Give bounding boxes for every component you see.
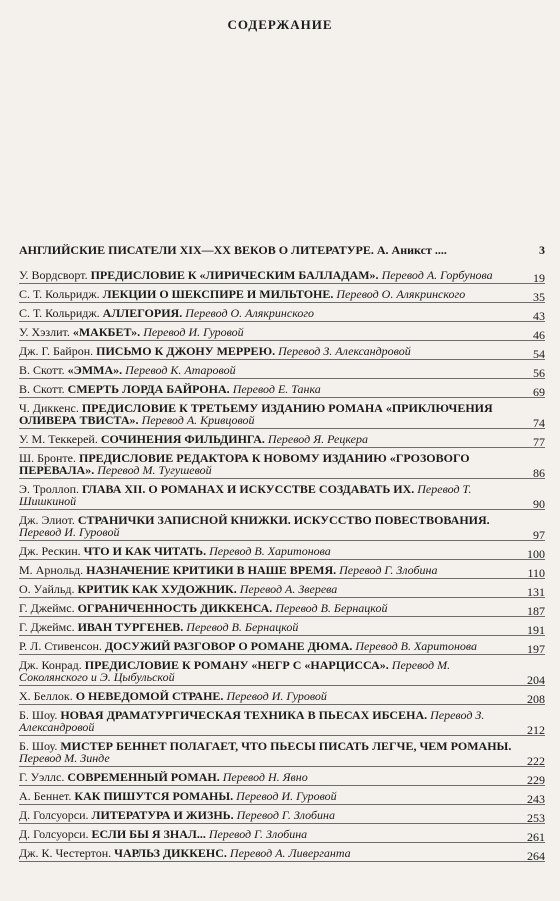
entry-translator: Перевод К. Атаровой [125,363,236,377]
entry-page-number: 46 [533,328,545,342]
entry-author: Ч. Диккенс. [19,401,79,415]
entry-translator: Перевод Т. Шишкиной [19,482,472,508]
entry-work-title: ЧАРЛЬЗ ДИККЕНС. [114,846,227,860]
toc-entry-text [19,583,545,595]
entry-separator [19,823,545,824]
entry-separator [19,447,545,448]
toc-entry-text [19,809,545,821]
entry-page-number: 110 [527,566,545,580]
toc-entry [19,483,545,510]
entries-list [19,269,545,862]
entry-page-number: 222 [527,754,545,768]
entry-translator: Перевод М. Тугушевой [97,463,212,477]
entry-separator [19,635,545,636]
entry-translator: Перевод И. Гуровой [226,689,327,703]
entry-separator [19,861,545,862]
toc-entry [19,452,545,479]
entry-work-title: ПРЕДИСЛОВИЕ К ТРЕТЬЕМУ ИЗДАНИЮ РОМАНА «ПРИКЛЮЧЕНИЯ ОЛИВЕРА ТВИСТА». [19,401,493,427]
entry-separator [19,685,545,686]
section-heading-row [19,244,545,256]
entry-work-title: «МАКБЕТ». [72,325,141,339]
entry-author: Х. Беллок. [19,689,73,703]
toc-entry-text [19,564,545,576]
toc-entry-text [19,771,545,783]
entry-translator: Перевод Г. Злобина [339,563,438,577]
entry-page-number: 43 [533,309,545,323]
toc-entry [19,269,545,284]
entry-work-title: МИСТЕР БЕННЕТ ПОЛАГАЕТ, ЧТО ПЬЕСЫ ПИСАТЬ ЛЕГЧЕ, ЧЕМ РОМАНЫ. [60,739,512,753]
toc-entry-text [19,383,545,395]
toc-entry-text [19,790,545,802]
entry-separator [19,302,545,303]
entry-page-number: 56 [533,366,545,380]
toc-entry [19,433,545,448]
entry-page-number: 243 [527,792,545,806]
entry-work-title: АЛЛЕГОРИЯ. [102,306,183,320]
entry-translator: Перевод Е. Танка [232,382,321,396]
toc-entry-text [19,709,545,733]
toc-entry-text [19,452,545,476]
entry-author: У. М. Теккерей. [19,432,98,446]
toc-entry [19,345,545,360]
toc-entry-text [19,483,545,507]
entry-page-number: 69 [533,385,545,399]
entry-translator: Перевод А. Горбунова [381,268,493,282]
entry-author: Дж. Элиот. [19,513,75,527]
entry-separator [19,785,545,786]
entry-translator: Перевод Я. Рецкера [267,432,368,446]
entry-separator [19,540,545,541]
entry-separator [19,597,545,598]
entry-translator: Перевод М. Соколянского и Э. Цыбульской [19,658,451,684]
entry-page-number: 77 [533,435,545,449]
entry-page-number: 35 [533,290,545,304]
entry-author: Р. Л. Стивенсон. [19,639,102,653]
entry-separator [19,578,545,579]
toc-entry [19,545,545,560]
toc-entry-text [19,847,545,859]
entry-translator: Перевод И. Гуровой [236,789,337,803]
entry-author: Г. Уэллс. [19,770,65,784]
entry-page-number: 261 [527,830,545,844]
entry-separator [19,766,545,767]
toc-entry-text [19,402,545,426]
toc-entry-text [19,740,545,764]
entry-work-title: СМЕРТЬ ЛОРДА БАЙРОНА. [67,382,230,396]
entry-author: В. Скотт. [19,382,65,396]
entry-author: О. Уайльд. [19,582,75,596]
entry-separator [19,428,545,429]
entry-work-title: «ЭММА». [67,363,123,377]
table-of-contents [19,244,545,866]
toc-entry [19,383,545,398]
toc-entry [19,828,545,843]
entry-author: У. Хэзлит. [19,325,70,339]
entry-author: Ш. Бронте. [19,451,76,465]
entry-separator [19,478,545,479]
toc-entry-text [19,345,545,357]
entry-work-title: ДОСУЖИЙ РАЗГОВОР О РОМАНЕ ДЮМА. [104,639,353,653]
entry-translator: Перевод А. Зверева [239,582,338,596]
entry-page-number: 204 [527,673,545,687]
toc-entry-text [19,690,545,702]
entry-page-number: 19 [533,271,545,285]
toc-entry [19,847,545,862]
toc-entry-text [19,621,545,633]
entry-author: М. Арнольд. [19,563,84,577]
toc-entry [19,621,545,636]
entry-author: У. Вордсворт. [19,268,88,282]
entry-page-number: 97 [533,528,545,542]
toc-entry [19,326,545,341]
entry-separator [19,359,545,360]
toc-entry [19,771,545,786]
toc-entry-text [19,828,545,840]
toc-entry [19,659,545,686]
entry-work-title: ЧТО И КАК ЧИТАТЬ. [83,544,207,558]
entry-page-number: 100 [527,547,545,561]
entry-translator: Перевод В. Бернацкой [186,620,299,634]
toc-entry-text [19,602,545,614]
entry-author: В. Скотт. [19,363,65,377]
entry-author: Дж. К. Честертон. [19,846,112,860]
entry-work-title: ПРЕДИСЛОВИЕ РЕДАКТОРА К НОВОМУ ИЗДАНИЮ «ГРОЗОВОГО ПЕРЕВАЛА». [19,451,470,477]
toc-entry [19,307,545,322]
toc-entry [19,288,545,303]
entry-author: Д. Голсуорси. [19,827,89,841]
toc-entry [19,583,545,598]
toc-entry-text [19,288,545,300]
toc-entry [19,514,545,541]
entry-page-number: 74 [533,416,545,430]
entry-page-number: 212 [527,723,545,737]
entry-author: С. Т. Кольридж. [19,306,100,320]
entry-separator [19,378,545,379]
toc-entry [19,402,545,429]
toc-entry [19,364,545,379]
toc-entry [19,602,545,617]
entry-separator [19,616,545,617]
entry-author: Дж. Конрад. [19,658,82,672]
entry-work-title: О НЕВЕДОМОЙ СТРАНЕ. [75,689,224,703]
entry-translator: Перевод З. Александровой [19,708,485,734]
entry-author: А. Беннет. [19,789,72,803]
toc-entry-text [19,514,545,538]
toc-entry-text [19,433,545,445]
entry-work-title: СТРАНИЧКИ ЗАПИСНОЙ КНИЖКИ. ИСКУССТВО ПОВЕСТВОВАНИЯ. [77,513,490,527]
entry-work-title: КАК ПИШУТСЯ РОМАНЫ. [74,789,234,803]
entry-separator [19,804,545,805]
toc-entry [19,690,545,705]
toc-entry [19,790,545,805]
entry-author: Э. Троллоп. [19,482,80,496]
entry-separator [19,735,545,736]
entry-page-number: 54 [533,347,545,361]
entry-author: Дж. Г. Байрон. [19,344,94,358]
entry-page-number: 197 [527,642,545,656]
entry-separator [19,704,545,705]
entry-work-title: ПРЕДИСЛОВИЕ К «ЛИРИЧЕСКИМ БАЛЛАДАМ». [90,268,379,282]
entry-separator [19,321,545,322]
entry-translator: Перевод М. Зинде [19,751,110,765]
entry-author: Г. Джеймс. [19,601,75,615]
entry-translator: Перевод О. Алякринского [185,306,315,320]
entry-separator [19,340,545,341]
entry-separator [19,397,545,398]
entry-work-title: НАЗНАЧЕНИЕ КРИТИКИ В НАШЕ ВРЕМЯ. [86,563,337,577]
toc-entry [19,640,545,655]
entry-work-title: СОЧИНЕНИЯ ФИЛЬДИНГА. [100,432,265,446]
entry-page-number: 229 [527,773,545,787]
entry-work-title: ГЛАВА XII. О РОМАНАХ И ИСКУССТВЕ СОЗДАВАТЬ ИХ. [82,482,415,496]
toc-entry-text [19,364,545,376]
entry-work-title: ИВАН ТУРГЕНЕВ. [77,620,184,634]
entry-translator: Перевод Г. Злобина [208,827,308,841]
entry-work-title: ЕСЛИ БЫ Я ЗНАЛ... [91,827,206,841]
entry-separator [19,509,545,510]
entry-translator: Перевод И. Гуровой [19,525,120,539]
entry-work-title: ЛЕКЦИИ О ШЕКСПИРЕ И МИЛЬТОНЕ. [102,287,334,301]
entry-separator [19,559,545,560]
entry-author: Д. Голсуорси. [19,808,89,822]
entry-work-title: НОВАЯ ДРАМАТУРГИЧЕСКАЯ ТЕХНИКА В ПЬЕСАХ ИБСЕНА. [60,708,428,722]
entry-separator [19,283,545,284]
entry-page-number: 264 [527,849,545,863]
entry-page-number: 90 [533,497,545,511]
entry-work-title: ПИСЬМО К ДЖОНУ МЕРРЕЮ. [96,344,276,358]
entry-author: С. Т. Кольридж. [19,287,100,301]
entry-page-number: 191 [527,623,545,637]
entry-work-title: ЛИТЕРАТУРА И ЖИЗНЬ. [91,808,234,822]
entry-separator [19,842,545,843]
entry-page-number: 253 [527,811,545,825]
toc-entry [19,809,545,824]
page-title: СОДЕРЖАНИЕ [227,17,333,32]
toc-entry [19,709,545,736]
entry-page-number: 86 [533,466,545,480]
entry-page-number: 208 [527,692,545,706]
entry-page-number: 131 [527,585,545,599]
entry-author: Дж. Рескин. [19,544,81,558]
toc-entry-text [19,269,545,281]
entry-translator: Перевод О. Алякринского [336,287,466,301]
entry-translator: Перевод Н. Явно [222,770,308,784]
toc-entry-text [19,659,545,683]
toc-entry [19,740,545,767]
entry-author: Г. Джеймс. [19,620,75,634]
entry-translator: Перевод А. Ливерганта [229,846,351,860]
entry-translator: Перевод В. Харитонова [355,639,478,653]
entry-author: Б. Шоу. [19,708,58,722]
entry-translator: Перевод В. Харитонова [209,544,331,558]
entry-translator: Перевод И. Гуровой [143,325,244,339]
entry-work-title: ОГРАНИЧЕННОСТЬ ДИККЕНСА. [77,601,273,615]
toc-entry [19,564,545,579]
entry-translator: Перевод Г. Злобина [236,808,335,822]
section-heading-page: 3 [539,243,545,257]
entry-work-title: ПРЕДИСЛОВИЕ К РОМАНУ «НЕГР С «НАРЦИССА». [84,658,389,672]
section-heading-text: АНГЛИЙСКИЕ ПИСАТЕЛИ XIX—XX ВЕКОВ О ЛИТЕРАТУРЕ. А. Аникст .... [19,243,447,257]
entry-translator: Перевод А. Кривцовой [141,413,255,427]
entry-page-number: 187 [527,604,545,618]
toc-entry-text [19,307,545,319]
toc-entry-text [19,326,545,338]
entry-separator [19,654,545,655]
entry-author: Б. Шоу. [19,739,58,753]
entry-translator: Перевод В. Бернацкой [275,601,388,615]
entry-translator: Перевод З. Александровой [278,344,411,358]
toc-entry-text [19,640,545,652]
entry-work-title: КРИТИК КАК ХУДОЖНИК. [77,582,237,596]
toc-entry-text [19,545,545,557]
entry-work-title: СОВРЕМЕННЫЙ РОМАН. [67,770,220,784]
